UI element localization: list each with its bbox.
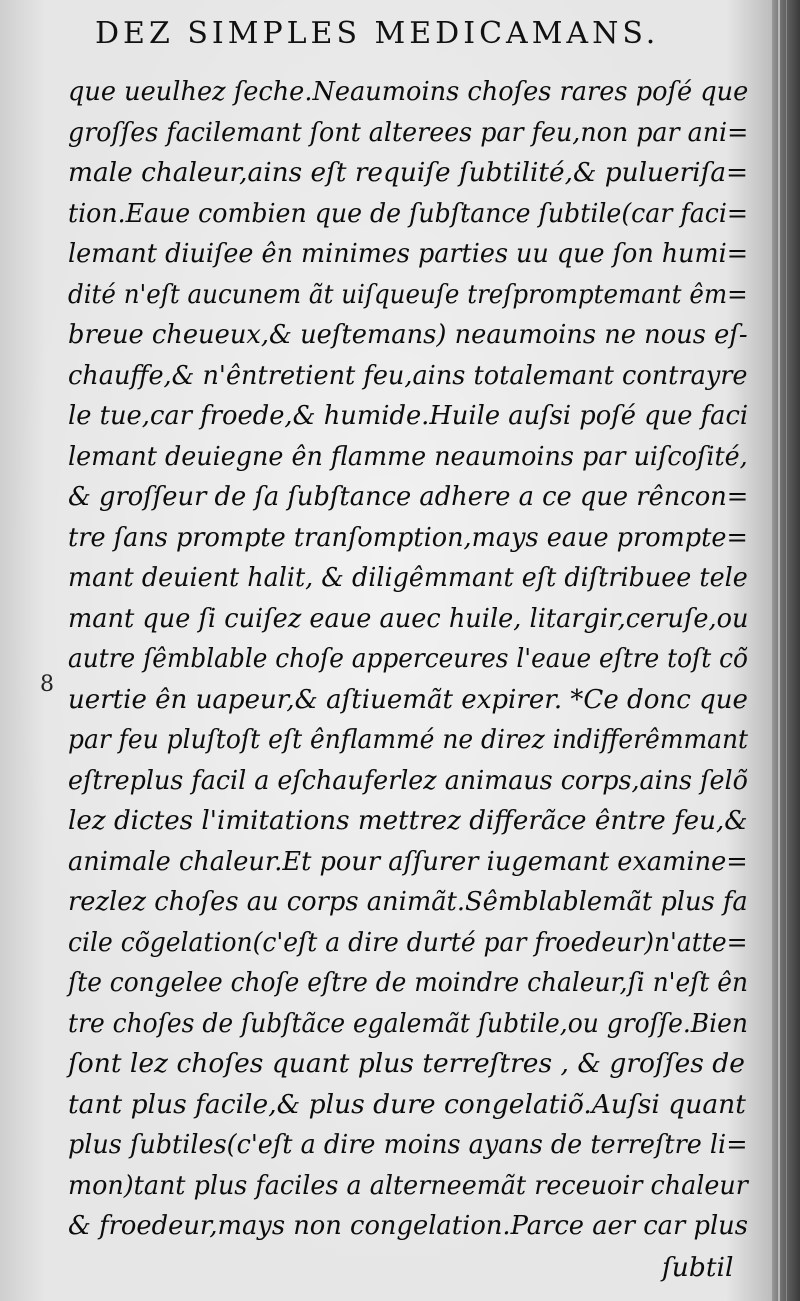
- text-line: plus ſubtiles(c'eſt a dire moins ayans de terreſtre li=: [68, 1129, 748, 1160]
- text-line: ſte congelee choſe eſtre de moindre chaleur,ſi n'eſt ên: [68, 967, 749, 998]
- text-line: lemant diuiſee ên minimes parties uu que ſon humi=: [68, 238, 749, 269]
- text-line: autre ſêmblable choſe apperceures l'eaue eſtre toſt cõ: [68, 643, 748, 674]
- page-edge-binding: [772, 0, 800, 1301]
- text-line: mon)tant plus faciles a alterneemãt receuoir chaleur: [68, 1169, 748, 1201]
- text-line: male chaleur,ains eſt requiſe ſubtilité,& pulueriſa=: [68, 157, 749, 188]
- text-line: breue cheueux,& ueſtemans) neaumoins ne nous eſ-: [68, 319, 748, 350]
- body-text: [68, 72, 748, 1247]
- text-line: que ueulhez ſeche.Neaumoins choſes rares poſé que: [68, 76, 749, 107]
- text-line: chauffe,& n'êntretient feu,ains totalemant contrayre: [68, 359, 748, 391]
- margin-note-mark: 8: [40, 672, 54, 697]
- text-line: cile cõgelation(c'eſt a dire durté par froedeur)n'atte=: [68, 926, 748, 958]
- text-line: & froedeur,mays non congelation.Parce aer car plus: [68, 1210, 748, 1241]
- text-line: eſtreplus facil a eſchauferlez animaus corps,ains ſelõ: [68, 764, 748, 796]
- text-line: dité n'eſt aucunem ãt uiſqueuſe treſpromptemant êm=: [68, 278, 748, 310]
- text-line: ſont lez choſes quant plus terreſtres , & groſſes de: [68, 1048, 745, 1079]
- text-line: groſſes facilemant ſont alterees par feu,non par ani=: [68, 116, 749, 148]
- text-line: tion.Eaue combien que de ſubſtance ſubtile(car faci=: [68, 197, 749, 229]
- text-line: par feu pluſtoſt eſt ênflammé ne direz indifferêmmant: [68, 724, 749, 755]
- text-line: lez dictes l'imitations mettrez differãce êntre feu,&: [68, 805, 748, 836]
- text-line: rezlez choſes au corps animãt.Sêmblablemãt plus fa: [68, 886, 748, 917]
- text-line: tre choſes de ſubſtãce egalemãt ſubtile,ou groſſe.Bien: [68, 1007, 748, 1039]
- text-line: uertie ên uapeur,& aſtiuemãt expirer. *Ce donc que: [68, 683, 748, 715]
- text-line: le tue,car froede,& humide.Huile auſsi poſé que faci: [68, 400, 749, 431]
- text-line: mant que ſi cuiſez eaue auec huile, litargir,ceruſe,ou: [68, 602, 749, 634]
- text-line: mant deuient halit, & diligêmmant eſt diſtribuee tele: [68, 562, 748, 593]
- text-line: animale chaleur.Et pour aſſurer iugemant examine=: [68, 845, 748, 877]
- text-line: tant plus facile,& plus dure congelatiõ.Auſsi quant: [68, 1088, 746, 1120]
- text-line: tre ſans prompte tranſomption,mays eaue prompte=: [68, 521, 748, 553]
- text-line: lemant deuiegne ên flamme neaumoins par uiſcoſité,: [68, 440, 748, 472]
- running-head: DEZ SIMPLES MEDICAMANS.: [95, 16, 660, 51]
- catchword: ſubtil: [662, 1252, 734, 1283]
- text-line: & groſſeur de ſa ſubſtance adhere a ce que rêncon=: [68, 481, 749, 512]
